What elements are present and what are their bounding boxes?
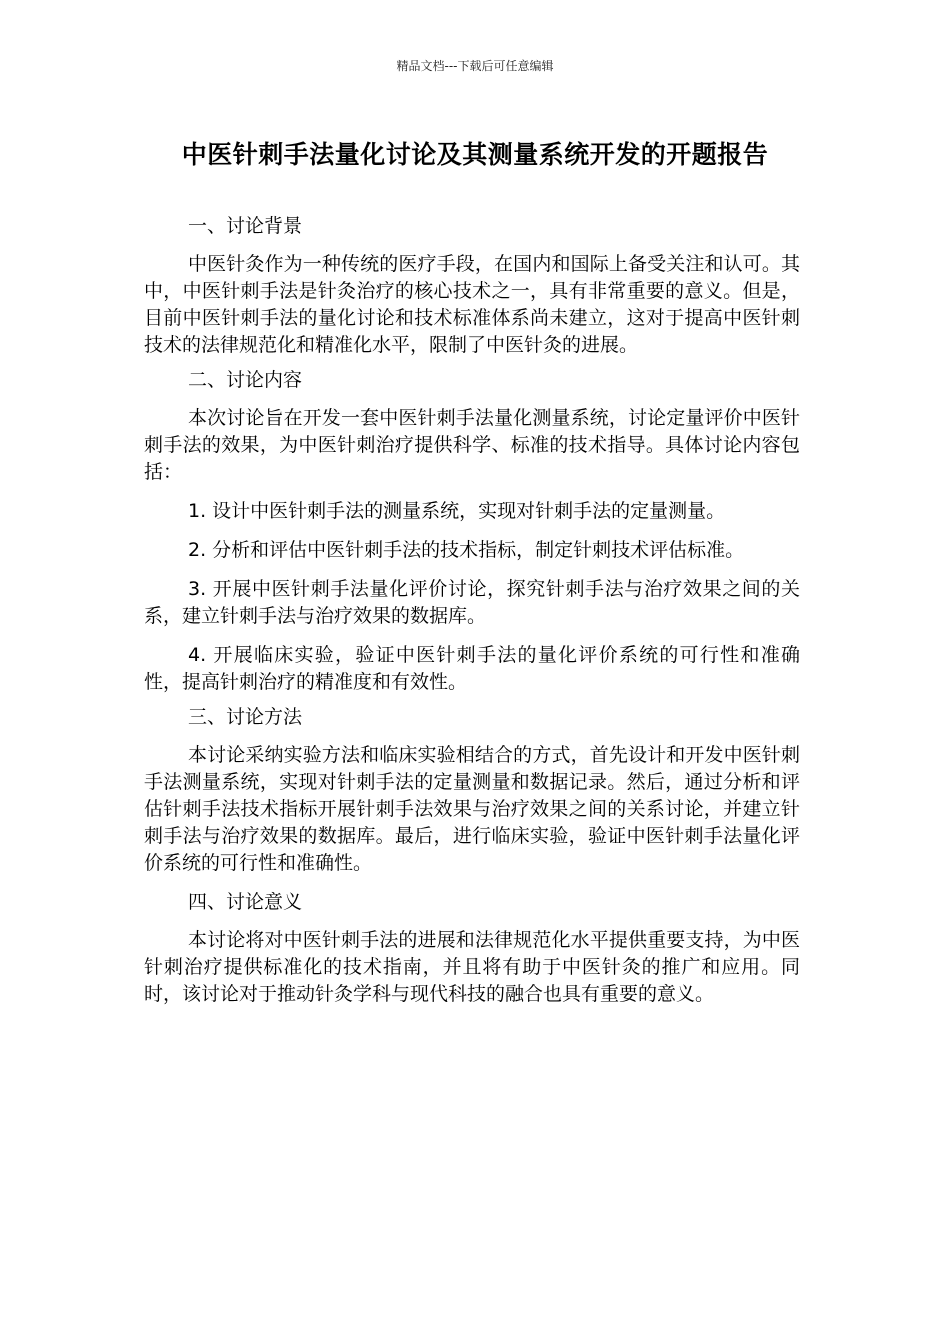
content-list-item-2: 2. 分析和评估中医针刺手法的技术指标，制定针刺技术评估标准。	[188, 539, 745, 561]
method-paragraph: 本讨论采纳实验方法和临床实验相结合的方式，首先设计和开发中医针刺手法测量系统，实现对针刺手法的定量测量和数据记录。然后，通过分析和评估针刺手法技术指标开展针刺手法效果与治疗效果之间的关系讨论，并建立针刺手法与治疗效果的数据库。最后，进行临床实验，验证中医针刺手法量化评价系统的可行性和准确性。	[144, 744, 800, 874]
significance-paragraph: 本讨论将对中医针刺手法的进展和法律规范化水平提供重要支持，为中医针刺治疗提供标准化的技术指南，并且将有助于中医针灸的推广和应用。同时，该讨论对于推动针灸学科与现代科技的融合也具有重要的意义。	[144, 929, 800, 1005]
content-list-item-1: 1. 设计中医针刺手法的测量系统，实现对针刺手法的定量测量。	[188, 500, 726, 522]
section-heading-background: 一、讨论背景	[188, 215, 303, 237]
content-list-item-4: 4. 开展临床实验，验证中医针刺手法的量化评价系统的可行性和准确性，提高针刺治疗的精准度和有效性。	[144, 644, 800, 693]
document-body	[144, 213, 800, 1016]
document-title: 中医针刺手法量化讨论及其测量系统开发的开题报告	[181, 140, 769, 169]
header-note: 精品文档---下载后可任意编辑	[396, 59, 554, 73]
section-heading-content: 二、讨论内容	[188, 369, 303, 391]
content-paragraph: 本次讨论旨在开发一套中医针刺手法量化测量系统，讨论定量评价中医针刺手法的效果，为中医针刺治疗提供科学、标准的技术指导。具体讨论内容包括：	[144, 407, 800, 483]
content-list-item-3: 3. 开展中医针刺手法量化评价讨论，探究针刺手法与治疗效果之间的关系，建立针刺手法与治疗效果的数据库。	[144, 578, 800, 627]
background-paragraph: 中医针灸作为一种传统的医疗手段，在国内和国际上备受关注和认可。其中，中医针刺手法是针灸治疗的核心技术之一，具有非常重要的意义。但是，目前中医针刺手法的量化讨论和技术标准体系尚未建立，这对于提高中医针刺技术的法律规范化和精准化水平，限制了中医针灸的进展。	[144, 253, 800, 356]
section-heading-method: 三、讨论方法	[188, 706, 303, 728]
section-heading-significance: 四、讨论意义	[188, 891, 303, 913]
